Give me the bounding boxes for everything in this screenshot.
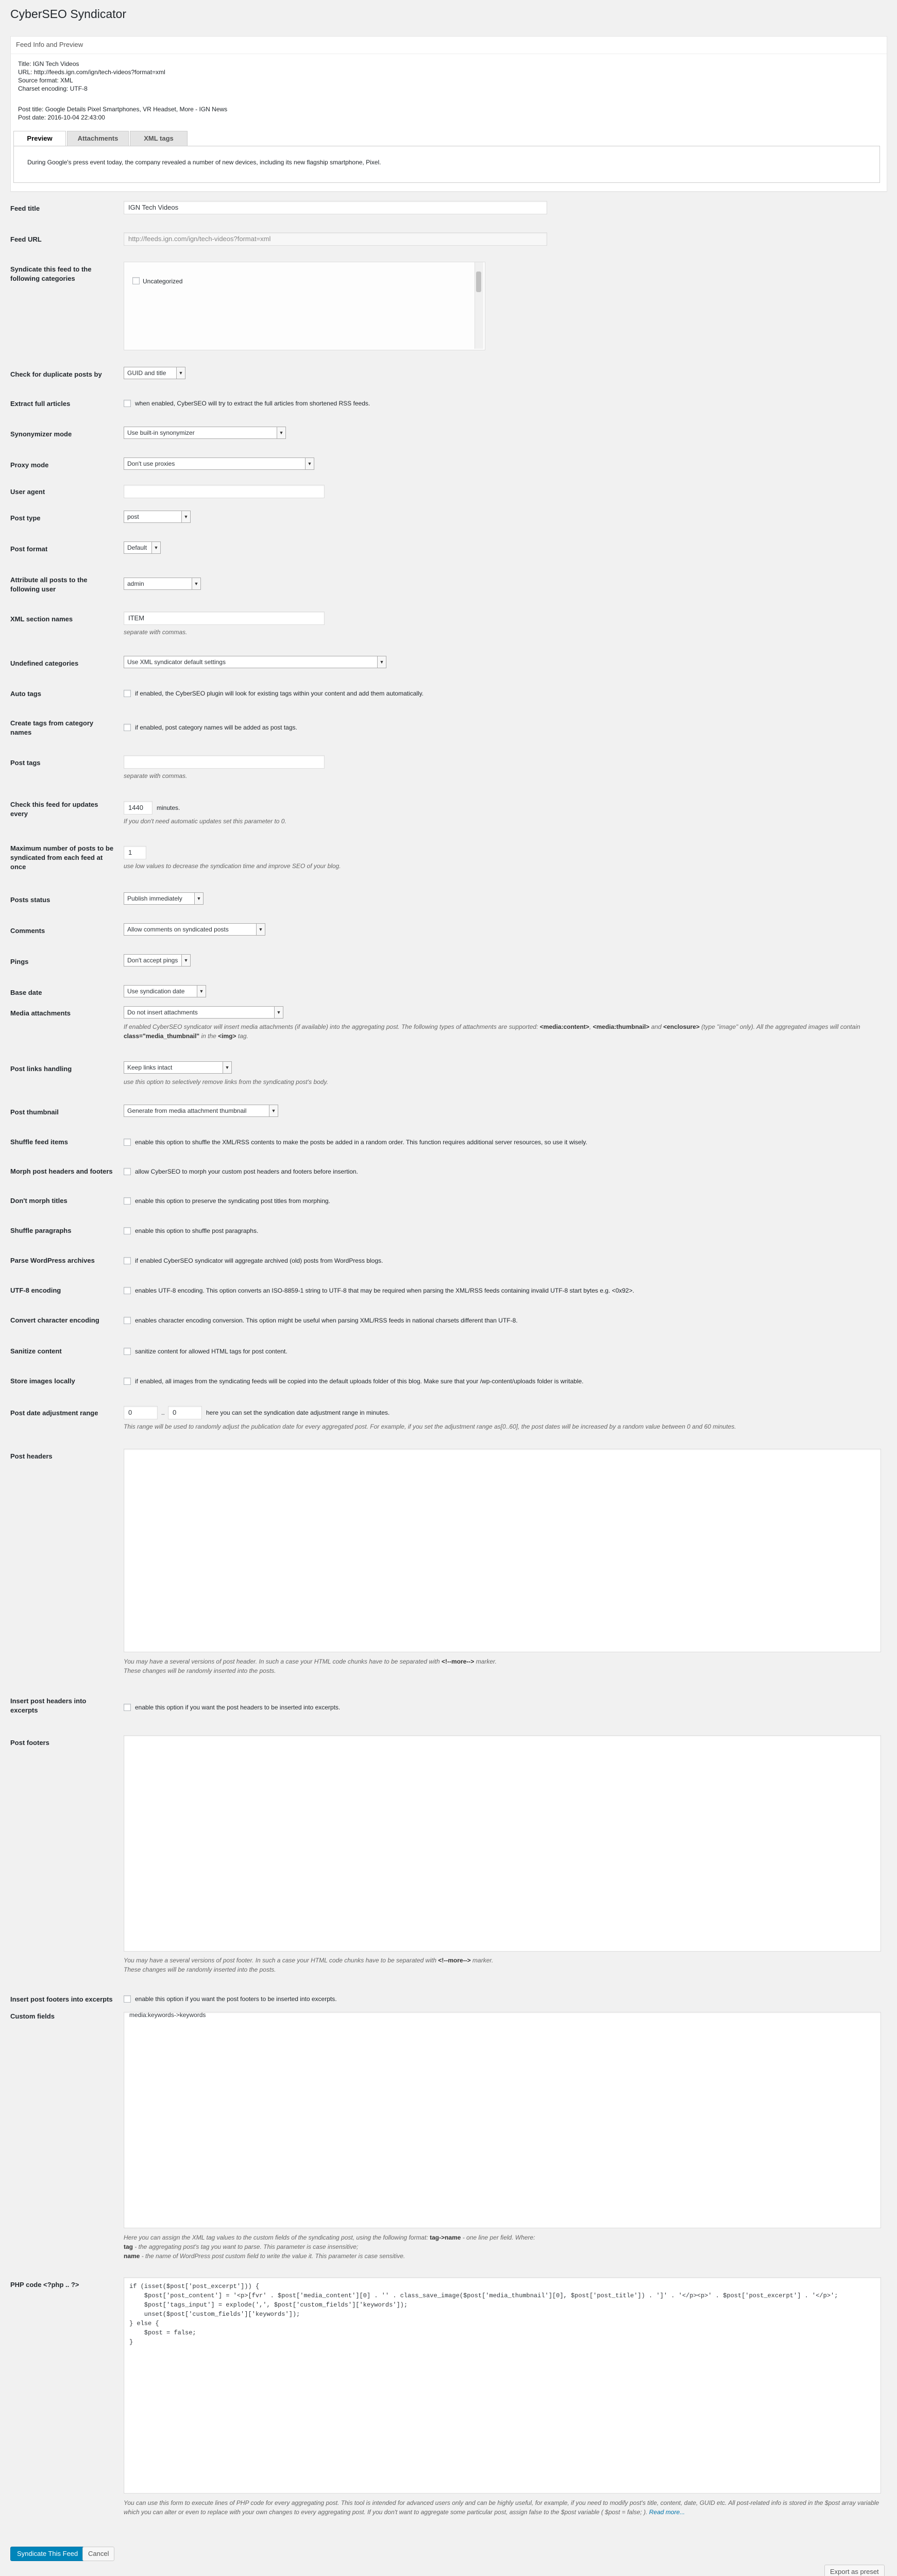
store-images-text: if enabled, all images from the syndicating feeds will be copied into the default uploads folder of this blog. Make sure that your /wp-content/uploads folder is writable. <box>135 1378 584 1385</box>
export-preset-button[interactable]: Export as preset <box>824 2565 885 2576</box>
post-tags-input[interactable] <box>124 755 325 769</box>
check-updates-input[interactable]: 1440 <box>124 801 153 815</box>
post-type-label: Post type <box>10 514 41 522</box>
undefined-categories-select[interactable]: Use XML syndicator default settings ▼ <box>124 656 386 668</box>
sanitize-checkbox[interactable] <box>124 1348 131 1355</box>
categories-box <box>124 262 485 350</box>
max-posts-desc: use low values to decrease the syndication time and improve SEO of your blog. <box>124 862 341 870</box>
extract-label: Extract full articles <box>10 400 71 408</box>
syndicate-button[interactable]: Syndicate This Feed <box>10 2547 84 2561</box>
page-title: CyberSEO Syndicator <box>10 7 126 21</box>
post-headers-label: Post headers <box>10 1452 53 1460</box>
parse-wp-checkbox[interactable] <box>124 1257 131 1264</box>
php-code-desc: You can use this form to execute lines of PHP code for every aggregating post. This tool is intended for advanced users only and can be highly useful, for example, if you need to modify post's title, content, date, GUID etc. All post-related info is stored in the $post array variable which you can alter or even to replace with your own changes to every aggregating post. If you don't want to aggregate some particular post, assign false to the $post variable ( $post = false; ). Read more... <box>124 2499 879 2516</box>
posts-status-label: Posts status <box>10 896 50 904</box>
dont-morph-label: Don't morph titles <box>10 1197 67 1205</box>
feed-title-input[interactable]: IGN Tech Videos <box>124 201 547 214</box>
tab-attachments[interactable]: Attachments <box>67 131 129 146</box>
check-updates-unit: minutes. <box>157 804 180 811</box>
media-select[interactable]: Do not insert attachments ▼ <box>124 1006 283 1019</box>
preview-text: During Google's press event today, the company revealed a number of new devices, including its new flagship smartphone, Pixel. <box>27 159 381 166</box>
date-adjust-to-input[interactable]: 0 <box>168 1406 202 1419</box>
post-format-label: Post format <box>10 545 48 553</box>
proxy-select[interactable]: Don't use proxies ▼ <box>124 457 314 470</box>
preview-panel <box>13 146 880 183</box>
sanitize-label: Sanitize content <box>10 1347 62 1355</box>
morph-text: allow CyberSEO to morph your custom post headers and footers before insertion. <box>135 1168 358 1175</box>
xml-section-desc: separate with commas. <box>124 629 188 636</box>
chevron-down-icon: ▼ <box>197 986 206 997</box>
shuffle-checkbox[interactable] <box>124 1139 131 1146</box>
shuffle-paragraphs-text: enable this option to shuffle post paragraphs. <box>135 1227 259 1234</box>
chevron-down-icon: ▼ <box>223 1062 231 1073</box>
custom-fields-desc: Here you can assign the XML tag values to the custom fields of the syndicating post, using the following format: tag->name - one line per field. Where: <box>124 2234 535 2241</box>
links-label: Post links handling <box>10 1065 72 1073</box>
date-adjust-from-input[interactable]: 0 <box>124 1406 158 1419</box>
dont-morph-checkbox[interactable] <box>124 1197 131 1205</box>
date-adjust-desc: This range will be used to randomly adjust the publication date for every aggregated post. For example, if you set the adjustment range as[0..60], the post dates will be increased by a random value between 0 and 60 minutes. <box>124 1423 736 1430</box>
feed-title-meta: Title: IGN Tech Videos <box>18 60 79 67</box>
chevron-down-icon: ▼ <box>269 1105 278 1116</box>
post-headers-desc: You may have a several versions of post header. In such a case your HTML code chunks have to be separated with <!--more--> marker. <box>124 1658 497 1665</box>
post-title-meta: Post title: Google Details Pixel Smartphones, VR Headset, More - IGN News <box>18 106 228 113</box>
custom-fields-textarea[interactable] <box>124 2012 881 2228</box>
category-checkbox[interactable] <box>132 277 140 284</box>
xml-section-input[interactable]: ITEM <box>124 612 325 625</box>
php-code-label: PHP code <?php .. ?> <box>10 2281 79 2289</box>
utf8-text: enables UTF-8 encoding. This option converts an ISO-8859-1 string to UTF-8 that may be required when parsing the XML/RSS feeds containing invalid UTF-8 start bytes e.g. <0x92>. <box>135 1287 634 1294</box>
date-adjust-text: here you can set the syndication date adjustment range in minutes. <box>206 1409 390 1416</box>
post-footers-label: Post footers <box>10 1739 49 1747</box>
auto-tags-text: if enabled, the CyberSEO plugin will look for existing tags within your content and add them automatically. <box>135 690 424 697</box>
php-code-line: $post['tags_input'] = explode(',', $post['custom_fields']['keywords']); <box>129 2301 408 2309</box>
insert-footers-text: enable this option if you want the post footers to be inserted into excerpts. <box>135 1995 337 2003</box>
check-updates-label: Check this feed for updates every <box>10 801 98 818</box>
post-footers-textarea[interactable] <box>124 1735 881 1952</box>
pings-label: Pings <box>10 958 29 965</box>
parse-wp-text: if enabled CyberSEO syndicator will aggregate archived (old) posts from WordPress blogs. <box>135 1257 383 1264</box>
utf8-checkbox[interactable] <box>124 1287 131 1294</box>
category-label: Uncategorized <box>143 278 183 285</box>
links-select[interactable]: Keep links intact ▼ <box>124 1061 232 1074</box>
create-tags-label: Create tags from category names <box>10 719 94 736</box>
convert-text: enables character encoding conversion. This option might be useful when parsing XML/RSS feeds in national charsets different than UTF-8. <box>135 1317 518 1324</box>
xml-section-label: XML section names <box>10 615 73 623</box>
chevron-down-icon: ▼ <box>256 924 265 935</box>
duplicate-label: Check for duplicate posts by <box>10 370 102 378</box>
convert-checkbox[interactable] <box>124 1317 131 1324</box>
categories-scrollbar[interactable] <box>475 262 483 349</box>
comments-label: Comments <box>10 927 45 935</box>
chevron-down-icon: ▼ <box>194 893 203 904</box>
sanitize-text: sanitize content for allowed HTML tags for post content. <box>135 1348 287 1355</box>
post-tags-desc: separate with commas. <box>124 772 188 779</box>
date-adjust-separator: .. <box>161 1409 165 1416</box>
dont-morph-text: enable this option to preserve the syndicating post titles from morphing. <box>135 1197 330 1205</box>
utf8-label: UTF-8 encoding <box>10 1286 61 1294</box>
morph-checkbox[interactable] <box>124 1168 131 1175</box>
chevron-down-icon: ▼ <box>277 427 285 438</box>
php-code-line: } else { <box>129 2320 159 2327</box>
create-tags-checkbox[interactable] <box>124 724 131 731</box>
insert-headers-checkbox[interactable] <box>124 1704 131 1711</box>
shuffle-paragraphs-label: Shuffle paragraphs <box>10 1227 72 1234</box>
chevron-down-icon: ▼ <box>181 511 190 522</box>
php-code-textarea[interactable] <box>124 2277 881 2494</box>
feed-info-header: Feed Info and Preview <box>16 41 83 48</box>
duplicate-select[interactable]: GUID and title ▼ <box>124 367 185 379</box>
insert-headers-text: enable this option if you want the post headers to be inserted into excerpts. <box>135 1704 341 1711</box>
media-desc: If enabled CyberSEO syndicator will insert media attachments (if available) into the aggregating post. The following types of attachments are supported: <media:content>, <media:thumbnail> and <enclosure> (type "image" only). All the aggregated images will contain class="media_thumbnail" in the <img> tag. <box>124 1023 860 1040</box>
comments-select[interactable]: Allow comments on syndicated posts ▼ <box>124 923 265 936</box>
charset-meta: Charset encoding: UTF-8 <box>18 85 88 92</box>
categories-label: Syndicate this feed to the following categories <box>10 265 92 282</box>
base-date-label: Base date <box>10 989 42 996</box>
php-code-line: if (isset($post['post_excerpt'])) { <box>129 2283 260 2290</box>
custom-fields-desc-tag: tag - the aggregating post's tag you want to parse. This parameter is case insensitive; <box>124 2243 359 2250</box>
create-tags-text: if enabled, post category names will be added as post tags. <box>135 724 297 731</box>
php-code-line: } <box>129 2338 133 2346</box>
thumbnail-select[interactable]: Generate from media attachment thumbnail ▼ <box>124 1105 278 1117</box>
insert-footers-checkbox[interactable] <box>124 1995 131 2003</box>
extract-text: when enabled, CyberSEO will try to extract the full articles from shortened RSS feeds. <box>135 400 370 407</box>
check-updates-desc: If you don't need automatic updates set this parameter to 0. <box>124 818 286 825</box>
scrollbar-thumb[interactable] <box>476 272 481 292</box>
post-headers-textarea[interactable] <box>124 1449 881 1652</box>
media-label: Media attachments <box>10 1009 71 1017</box>
post-date-meta: Post date: 2016-10-04 22:43:00 <box>18 114 105 121</box>
post-format-select[interactable]: Default ▼ <box>124 541 161 554</box>
parse-wp-label: Parse WordPress archives <box>10 1257 95 1264</box>
posts-status-select[interactable]: Publish immediately ▼ <box>124 892 204 905</box>
shuffle-label: Shuffle feed items <box>10 1138 68 1146</box>
max-posts-label: Maximum number of posts to be syndicated from each feed at once <box>10 844 114 871</box>
custom-fields-value: media:keywords->keywords <box>129 2012 206 2019</box>
store-images-checkbox[interactable] <box>124 1378 131 1385</box>
shuffle-paragraphs-checkbox[interactable] <box>124 1227 131 1234</box>
auto-tags-checkbox[interactable] <box>124 690 131 697</box>
synonymizer-select[interactable]: Use built-in synonymizer ▼ <box>124 427 286 439</box>
attribute-label: Attribute all posts to the following user <box>10 576 88 593</box>
date-adjust-label: Post date adjustment range <box>10 1409 98 1417</box>
chevron-down-icon: ▼ <box>377 656 386 668</box>
post-type-select[interactable]: post ▼ <box>124 511 191 523</box>
auto-tags-label: Auto tags <box>10 690 41 698</box>
post-headers-desc2: These changes will be randomly inserted into the posts. <box>124 1667 276 1674</box>
post-footers-desc: You may have a several versions of post footer. In such a case your HTML code chunks have to be separated with <!--more--> marker. <box>124 1957 494 1964</box>
store-images-label: Store images locally <box>10 1377 75 1385</box>
chevron-down-icon: ▼ <box>192 578 200 589</box>
tab-xml-tags[interactable]: XML tags <box>130 131 188 146</box>
feed-url-input[interactable]: http://feeds.ign.com/ign/tech-videos?format=xml <box>124 232 547 246</box>
php-code-line: unset($post['custom_fields']['keywords']); <box>129 2311 300 2318</box>
insert-headers-label: Insert post headers into excerpts <box>10 1697 87 1714</box>
user-agent-label: User agent <box>10 488 45 496</box>
php-code-line: $post = false; <box>129 2329 196 2336</box>
extract-checkbox[interactable] <box>124 400 131 407</box>
base-date-select[interactable]: Use syndication date ▼ <box>124 985 206 997</box>
morph-label: Morph post headers and footers <box>10 1167 113 1175</box>
pings-select[interactable]: Don't accept pings ▼ <box>124 954 191 967</box>
links-desc: use this option to selectively remove links from the syndicating post's body. <box>124 1078 328 1086</box>
convert-label: Convert character encoding <box>10 1316 99 1324</box>
feed-url-label: Feed URL <box>10 235 42 243</box>
feed-title-label: Feed title <box>10 205 40 212</box>
cancel-button[interactable]: Cancel <box>82 2547 114 2561</box>
insert-footers-label: Insert post footers into excerpts <box>10 1995 113 2003</box>
synonymizer-label: Synonymizer mode <box>10 430 72 438</box>
proxy-label: Proxy mode <box>10 461 49 469</box>
chevron-down-icon: ▼ <box>151 542 160 553</box>
custom-fields-label: Custom fields <box>10 2012 55 2020</box>
thumbnail-label: Post thumbnail <box>10 1108 59 1116</box>
read-more-link[interactable]: Read more... <box>649 2509 685 2516</box>
max-posts-input[interactable]: 1 <box>124 846 146 859</box>
chevron-down-icon: ▼ <box>305 458 314 469</box>
chevron-down-icon: ▼ <box>181 955 190 966</box>
feed-url-meta: URL: http://feeds.ign.com/ign/tech-videos?format=xml <box>18 69 165 76</box>
undefined-categories-label: Undefined categories <box>10 659 79 667</box>
chevron-down-icon: ▼ <box>274 1007 283 1018</box>
custom-fields-desc-name: name - the name of WordPress post custom field to write the value it. This parameter is case sensitive. <box>124 2252 405 2260</box>
shuffle-text: enable this option to shuffle the XML/RSS contents to make the posts be added in a random order. This function requires additional server resources, so use it wisely. <box>135 1139 587 1146</box>
post-footers-desc2: These changes will be randomly inserted into the posts. <box>124 1966 276 1973</box>
source-format-meta: Source format: XML <box>18 77 73 84</box>
post-tags-label: Post tags <box>10 759 41 767</box>
tab-preview[interactable]: Preview <box>13 131 66 146</box>
user-agent-input[interactable] <box>124 485 325 498</box>
attribute-select[interactable]: admin ▼ <box>124 578 201 590</box>
php-code-line: $post['post_content'] = '<p>[fvr' . $post['media_content'][0] . '' . class_save_image($post['media_thumbnail'][0], $post['post_title']) . ']' . '</p><p>' . $post['post_excerpt'] . '</p>'; <box>129 2292 838 2299</box>
chevron-down-icon: ▼ <box>176 367 185 379</box>
